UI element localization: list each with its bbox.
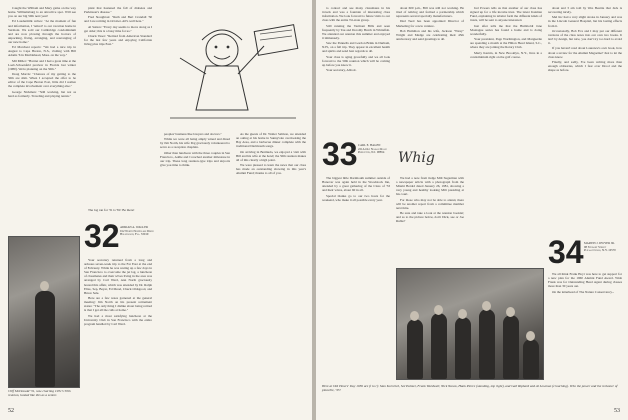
paragraph: If you haven't read about Laurence's own book, how about a review for the Alumni Magazine? Just to let the class know.: [548, 46, 622, 59]
paragraph: We were pleased to learn the news that our class has made an outstanding showing in this year's Alumni Fund; thanks to all of you.: [236, 163, 306, 176]
left-column-2-class-notes: [84, 258, 152, 327]
paragraph: Al Sutton: "Every day seems to move along as I get older; this is a busy time for us.": [84, 24, 152, 33]
class-secretary: [120, 226, 154, 237]
paragraph: plant that hastened the fall of diabetes and Parkinson's disease.": [84, 6, 152, 15]
right-column-4: [548, 6, 622, 73]
person-figure: [523, 339, 539, 379]
class-number: 32: [84, 218, 120, 254]
paragraph: The log ran for '31 is '81! Be there!: [88, 208, 135, 212]
right-page: [316, 0, 628, 420]
secretary-name: MARTIN J. DWYER JR.: [584, 241, 615, 245]
class-number: 34: [548, 234, 584, 270]
paragraph: Other than luncheon with the three couples in San Francisco, Addie and I reached another milestone in our trip. These long reunion-type trips and airports give you time to think.: [160, 150, 230, 168]
page-number-left: 52: [8, 408, 14, 414]
person-head: [506, 307, 515, 317]
person-figure: [35, 291, 55, 387]
left-column-1: [8, 6, 76, 99]
left-column-2: [84, 6, 152, 48]
class-header-33: [322, 136, 390, 172]
person-head: [40, 281, 49, 291]
paragraph: We all think Frank Hoyt was here to get support for a new plan for the 1960 Alumni Fund Award. Wish Frank was for Outstanding Head Agent during classes more than 30 years out.: [548, 272, 622, 289]
right-column-2: [396, 6, 464, 42]
person-head: [482, 301, 491, 311]
secretary-name: CARL E. HAGEN: [358, 143, 381, 147]
secretary-address: 912 North Northlake Drive: [120, 228, 154, 233]
secretary-city: Hollywood, Fla. 33019: [120, 232, 149, 237]
secretary-address: 98 Stewart Street: [584, 244, 607, 249]
paragraph: about and 3 am told by Wes Beattie that Jack is recovering nicely.: [548, 6, 622, 15]
paragraph: Dud Teed has been appointed Director of Marketing for a new venture.: [396, 19, 464, 28]
paragraph: Marty Kernin, in New Brooklyn, N.Y., lives in a condominium right on the golf course.: [470, 50, 542, 59]
paragraph: While we were all being amply wined and dined by Jim North, his wife Peg graciously volunteered to serve as a reception chaplain.: [160, 137, 230, 150]
group-photo-caption: Here at Old Timers' Day 1936 are (l to r): Stan Kornrich, Sol Palmer, Frank Wardwell, Nick Nanos, Hank Pierce (standing, top right), and Gail Riphard and Al Lowman (crouching). Who the power and the reckoner of pinochle, '33!: [322, 384, 618, 393]
paragraph: Your class is aging gracefully and we all look forward to the 50th reunion which will be coming up before you know it.: [322, 54, 390, 67]
signature-flourish: Whig: [398, 150, 435, 166]
secretary-city: Princeton, N.J. 08854: [358, 150, 385, 155]
person-figure: [407, 319, 423, 379]
paragraph: We had a most satisfying luncheon at the University Club in San Francisco with the entire program handled by Carl Ward.: [84, 313, 152, 326]
paragraph: On the letterhead of The Nature Conservancy...: [552, 289, 615, 294]
class-secretary: [584, 242, 622, 253]
paragraph: Your secretary returned from a long and arduous seven-week trip to the Far East at the end of February. While he was resting up a few days in San Francisco to overcome the jet lag, a luncheon of classmates and their wives living in the area was arranged by Carl Ward, Ann North graciously hosted this affair, which was attended by Dr. Ralph Elias, Sep, Beyer, Ed Mead, Chuck Oldsgood, and Bruce Sale.: [84, 258, 152, 295]
class-secretary: [358, 144, 392, 155]
paragraph: Your president, Page Worthington, and Marguerite are spending a month at the Hilton Head Island, S.C., where they are joining the Rotary Club.: [470, 37, 542, 50]
paragraph: Here are a few notes garnered at the general meeting: Jim North on his present retirement status: "The only thing I dislike about being retired is that I get all the calls at home.": [84, 296, 152, 313]
paragraph: On arriving in Bermuda, we enjoyed a visit with Bill and his wife at the hotel; the 50th reunion makes all of this clearly a high point.: [236, 149, 306, 162]
paragraph: Chuck Vaser: "Retired from American Standard for the last few years and enjoying California living plus trips East.": [84, 34, 152, 47]
paragraph: to contact and see many classmates in his travels and was a fountain of interesting class information. We look forward to future visits to our class with the entire Tri-state group.: [322, 6, 390, 23]
paragraph: Just after tells me that the Humboldt Jane Montague series has found a home and is doing wonderfully.: [470, 23, 542, 36]
paragraph: The biggest little Dartmouth summer outside of Hanover was again held in the Woodstock Inn, attended by a great gathering of the Class of '33 and their wives, about 60 in all.: [322, 176, 390, 193]
paragraph: Occasionally, Bob Fox and I may put our different versions of the class notes into our own two books. It isn't by design, but nice, you don't try too hard to avoid it.: [548, 28, 622, 46]
person-figure: [503, 315, 519, 379]
paragraph: Fred Stoughton: "Ruth and Bert Crandall '30 and I are retiring in October. All's well here.": [84, 15, 152, 24]
reunion-sketch: [160, 10, 306, 128]
person-head: [526, 331, 535, 341]
paragraph: We had a note from Judge Milt Sugarman with a newspaper article with a photograph from the Miami Herald dated January 26, 1981, showing a very young and healthy looking Milt presiding at his court.: [396, 176, 464, 197]
paragraph: Saw the Pannells and Gordon Brink in Durham, N.H., on a fall trip. They appear in excellent health and spirits and send best regards to all.: [322, 41, 390, 54]
paragraph: Mel Inc had a very slight stroke in January and was in the Lincoln General Hospital, but his lasting effects from it.: [548, 15, 622, 28]
paragraph: Ed Marchesi reports: "We had a nice trip in August to Cape Breton, N.S., visiting with Bill Adams '6 in Marblehead, Mass. on the way.": [8, 45, 76, 58]
secretary-address: 221A Old Nassau Road: [358, 146, 387, 151]
person-head: [458, 309, 467, 319]
paragraph: For those who may not be able to attend, there will be another report from a committee member next time.: [396, 197, 464, 210]
person-head: [434, 305, 443, 315]
group-photo: [396, 268, 544, 380]
paragraph: peoples' business like lawyers and doctors.": [164, 132, 222, 136]
secretary-name: ADRIAN A. WALLER: [120, 225, 149, 229]
class-number: 33: [322, 136, 358, 172]
paragraph: about 600 p.m., Bill was still not working. He tired of retiring and formed a partnership which represents several specialty manufacturers.: [396, 6, 464, 19]
right-column-3: [470, 6, 542, 60]
paragraph: Be sure and take a look at the reunion booklet; and as to the picture below, don't Dick, see or Joe Ruble?: [396, 211, 464, 224]
secretary-city: Pleasantville, N.Y. 10570: [584, 248, 616, 253]
paragraph: Caught the William and Mary game on the way home. Williamsburg is an attractive spot. Will see you on our big 50th next year!: [8, 6, 76, 19]
class-header-34: [548, 234, 622, 270]
paragraph: Finally, and sadly, I've been writing more than enough obituaries, which I fear over Drool and the shape as before.: [548, 59, 622, 73]
right-column-4-lower: [548, 272, 622, 295]
paragraph: George Nickman: "Still working, but not as hard as formerly. Traveling and playing tennis.": [8, 89, 76, 98]
right-column-2-lower: [396, 176, 464, 225]
photo-caption: Cliff McDonald '31, now charting 1931's 50th reunion, looked like this as a senior.: [8, 389, 71, 398]
paragraph: Bob Hamilton and his wife, Jackson "Waxy" Wright and Madge are celebrating their 45th anniversary and send greetings to all.: [396, 28, 464, 42]
senior-photo: [8, 236, 80, 388]
paragraph: As the guests of Dr. Walter Salmon, we attended an outing at his home in Sunnyvale overlooking the Bay Area, and a barbecue dinner complete with the traditional Dartmouth songs.: [236, 132, 306, 149]
person-head: [410, 311, 419, 321]
paragraph: Your secretary, Abbott.: [326, 68, 357, 73]
paragraph: Special thanks go to our two hosts for the weekend, who make it all possible every year.: [322, 193, 390, 202]
paragraph: Jud Powers tells us that another of our class has signed up for a life income trust. The latest Ironman Fund, explaining in tabular form the different kinds of trusts, will be sent to anyone interested.: [470, 6, 542, 23]
paragraph: Doug Morris: "Chances of my getting to the 50th are slim. When I accepted the offer to be editor of the Cape Breton Post, little did I realize the complete involvement over everything else.": [8, 72, 76, 89]
right-column-1-lower: [322, 176, 390, 203]
left-page: [0, 0, 312, 420]
person-figure: [431, 313, 447, 379]
paragraph: Ed Loudermilk writes: "At the moment of fun and information, I 'retired' to our vacation home in Vermont. We sold our Cambridge condominium and are now plowing through the horrors of unpacking, fixing, arranging, and rearranging of our new home.": [8, 19, 76, 44]
person-figure: [479, 309, 495, 379]
person-figure: [455, 317, 471, 379]
paragraph: Mil Miller: "Harriet and I had a great time at the Loeb-Schoenfeld preview in Florida last winter (1980). We're planning on the 50th.": [8, 58, 76, 71]
class-header-32: [84, 218, 154, 254]
left-column-3: [160, 132, 306, 175]
page-number-right: 53: [614, 408, 620, 414]
paragraph: Still running the Vermont Bills and seen frequently by Tau and Dorothy Burch in Whitefish. We attended our reunion this summer and enjoyed it immensely.: [322, 23, 390, 40]
left-column-2-lower: [84, 208, 152, 213]
right-column-1: [322, 6, 390, 73]
